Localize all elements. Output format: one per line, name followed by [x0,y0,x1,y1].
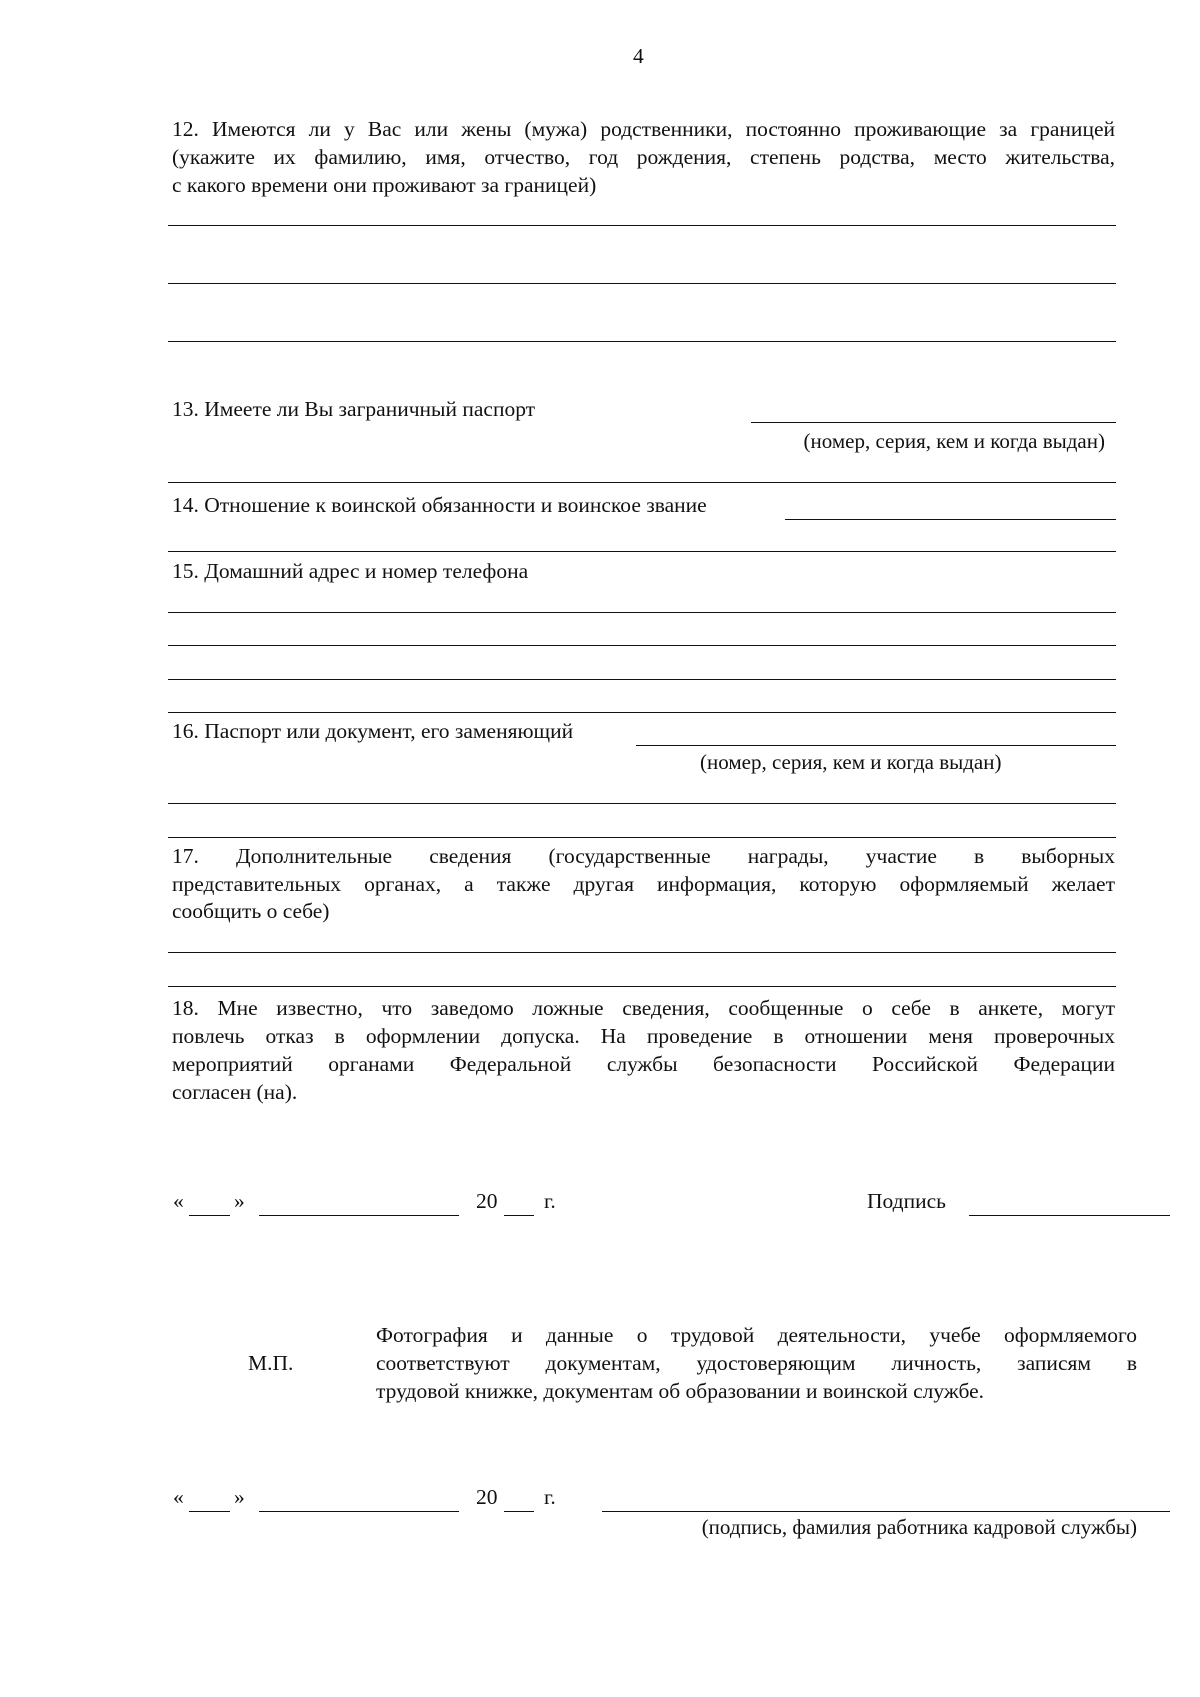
date-open-quote: « [173,1189,184,1213]
year-prefix: 20 [476,1485,498,1509]
q15-answer-line[interactable] [168,645,1116,646]
q18-line-2: повлечь отказ в оформлении допуска. На проведение в отношении меня проверочных [172,1024,1115,1048]
q16-answer-line[interactable] [168,837,1116,838]
q14-answer-line[interactable] [785,519,1116,520]
hr-note-line-1: Фотография и данные о трудовой деятельности, учебе оформляемого [376,1323,1137,1347]
day-field[interactable] [189,1511,230,1512]
q12-answer-line[interactable] [168,341,1116,342]
q16-label: 16. Паспорт или документ, его заменяющий [172,719,574,743]
day-field[interactable] [189,1215,230,1216]
month-field[interactable] [259,1215,459,1216]
q13-answer-line[interactable] [168,482,1116,483]
year-field[interactable] [504,1511,534,1512]
signature-field[interactable] [969,1215,1170,1216]
q15-answer-line[interactable] [168,679,1116,680]
q14-label: 14. Отношение к воинской обязанности и воинское звание [172,493,707,517]
q12-line-1: 12. Имеются ли у Вас или жены (мужа) родственники, постоянно проживающие за границей [172,117,1115,141]
year-suffix: г. [544,1485,556,1509]
q12-line-2: (укажите их фамилию, имя, отчество, год рождения, степень родства, место жительства, [172,145,1115,169]
hr-signature-caption: (подпись, фамилия работника кадровой службы) [701,1515,1137,1539]
year-prefix: 20 [476,1189,498,1213]
month-field[interactable] [259,1511,459,1512]
q18-line-1: 18. Мне известно, что заведомо ложные сведения, сообщенные о себе в анкете, могут [172,996,1115,1020]
q13-label: 13. Имеете ли Вы заграничный паспорт [172,397,536,421]
q14-answer-line[interactable] [168,551,1116,552]
hr-note-line-3: трудовой книжке, документам об образовании и воинской службе. [376,1379,985,1403]
q12-answer-line[interactable] [168,225,1116,226]
q16-answer-line[interactable] [168,803,1116,804]
q15-answer-line[interactable] [168,712,1116,713]
year-suffix: г. [544,1189,556,1213]
hr-signature-field[interactable] [602,1511,1170,1512]
year-field[interactable] [504,1215,534,1216]
stamp-mark: М.П. [248,1351,294,1375]
q13-answer-line[interactable] [751,422,1116,423]
q17-answer-line[interactable] [168,952,1116,953]
q18-line-4: согласен (на). [172,1080,298,1104]
q17-line-2: представительных органах, а также другая информация, которую оформляемый желает [172,872,1115,896]
q15-label: 15. Домашний адрес и номер телефона [172,559,529,583]
q16-answer-line[interactable] [636,745,1116,746]
q17-line-1: 17. Дополнительные сведения (государственные награды, участие в выборных [172,844,1115,868]
q17-line-3: сообщить о себе) [172,899,330,923]
q16-caption: (номер, серия, кем и когда выдан) [700,750,1002,774]
q15-answer-line[interactable] [168,612,1116,613]
q17-answer-line[interactable] [168,986,1116,987]
date-close-quote: » [234,1485,245,1509]
q13-caption: (номер, серия, кем и когда выдан) [803,429,1105,453]
date-open-quote: « [173,1485,184,1509]
signature-label: Подпись [867,1189,946,1213]
q12-answer-line[interactable] [168,283,1116,284]
hr-note-line-2: соответствуют документам, удостоверяющим личность, записям в [376,1351,1137,1375]
page-number: 4 [633,44,644,68]
date-close-quote: » [234,1189,245,1213]
q18-line-3: мероприятий органами Федеральной службы безопасности Российской Федерации [172,1052,1115,1076]
q12-line-3: с какого времени они проживают за границей) [172,173,597,197]
